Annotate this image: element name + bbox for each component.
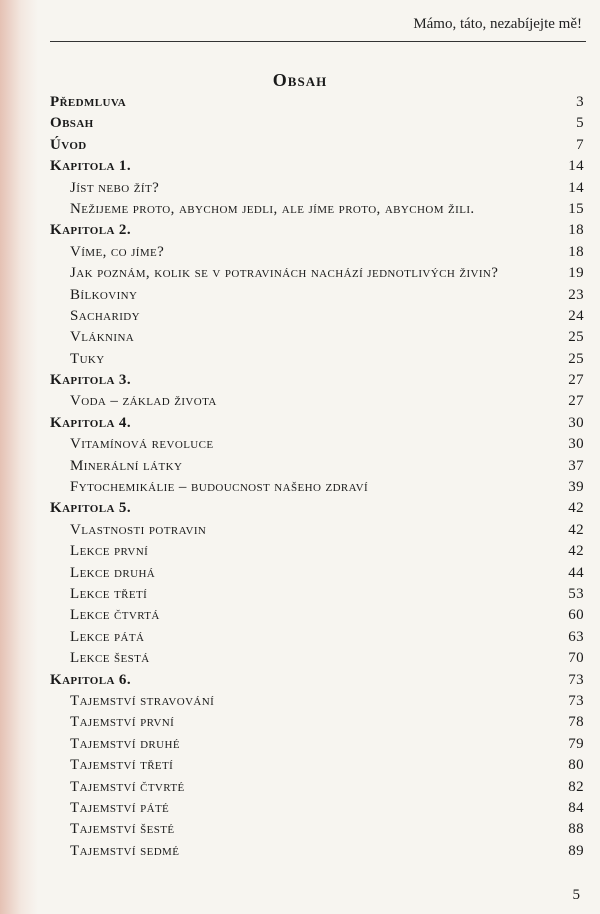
toc-entry-title: Obsah [50, 115, 94, 132]
toc-subentry [50, 798, 584, 819]
toc-chapter-entry [50, 220, 584, 241]
toc-subentry [50, 734, 584, 755]
toc-entry-page: 27 [568, 372, 584, 389]
page-title: Obsah [272, 70, 328, 90]
toc-entry-title: Kapitola 1. [50, 158, 131, 175]
toc-entry-title: Kapitola 6. [50, 671, 131, 688]
toc-entry-title: Jak poznám, kolik se v potravinách nachází jednotlivých živin? [70, 265, 499, 282]
toc-entry-title: Kapitola 4. [50, 414, 131, 431]
toc-entry-page: 18 [568, 222, 584, 239]
toc-chapter-entry [50, 113, 584, 134]
toc-entry-page: 24 [568, 307, 584, 324]
toc-entry-title: Jíst nebo žít? [70, 179, 160, 196]
toc-entry-page: 88 [568, 821, 584, 838]
toc-subentry [50, 199, 584, 220]
toc-entry-page: 5 [576, 115, 584, 132]
toc-subentry [50, 349, 584, 370]
toc-entry-page: 42 [568, 500, 584, 517]
toc-entry-page: 79 [568, 735, 584, 752]
toc-entry-page: 89 [568, 842, 584, 859]
toc-subentry [50, 605, 584, 626]
toc-entry-title: Vlastnosti potravin [70, 521, 207, 538]
toc-subentry [50, 584, 584, 605]
toc-subentry [50, 263, 584, 284]
toc-subentry [50, 541, 584, 562]
toc-subentry [50, 627, 584, 648]
toc-entry-page: 70 [568, 650, 584, 667]
toc-entry-title: Fytochemikálie – budoucnost našeho zdraví [70, 479, 369, 496]
toc-entry-title: Tajemství druhé [70, 735, 180, 752]
toc-entry-title: Lekce šestá [70, 650, 150, 667]
toc-entry-page: 25 [568, 329, 584, 346]
toc-entry-title: Lekce čtvrtá [70, 607, 160, 624]
toc-chapter-entry [50, 156, 584, 177]
toc-entry-title: Víme, co jíme? [70, 243, 165, 260]
toc-chapter-entry [50, 92, 584, 113]
toc-entry-title: Tajemství třetí [70, 757, 174, 774]
toc-entry-title: Voda – základ života [70, 393, 217, 410]
toc-chapter-entry [50, 413, 584, 434]
toc-entry-page: 82 [568, 778, 584, 795]
toc-chapter-entry [50, 498, 584, 519]
toc-entry-title: Lekce třetí [70, 585, 148, 602]
toc-entry-page: 30 [568, 436, 584, 453]
toc-subentry [50, 520, 584, 541]
toc-entry-page: 60 [568, 607, 584, 624]
toc-subentry [50, 563, 584, 584]
toc-entry-title: Tuky [70, 350, 105, 367]
toc-entry-page: 63 [568, 628, 584, 645]
toc-entry-page: 78 [568, 714, 584, 731]
toc-entry-title: Předmluva [50, 94, 127, 110]
toc-subentry [50, 306, 584, 327]
toc-subentry [50, 434, 584, 455]
toc-subentry [50, 777, 584, 798]
toc-chapter-entry [50, 370, 584, 391]
toc-entry-title: Vláknina [70, 329, 135, 346]
toc-entry-page: 14 [568, 179, 584, 196]
toc-entry-page: 3 [576, 94, 584, 110]
toc-entry-title: Sacharidy [70, 307, 140, 324]
header-rule [50, 41, 586, 42]
toc-subentry [50, 285, 584, 306]
page-edge-shadow [0, 0, 38, 914]
toc-subentry [50, 327, 584, 348]
toc-entry-title: Lekce pátá [70, 628, 145, 645]
toc-entry-page: 42 [568, 543, 584, 560]
toc-entry-page: 73 [568, 692, 584, 709]
toc-entry-title: Kapitola 2. [50, 222, 131, 239]
toc-entry-page: 18 [568, 243, 584, 260]
toc-subentry [50, 242, 584, 263]
toc-entry-title: Tajemství sedmé [70, 842, 180, 859]
toc-entry-title: Tajemství první [70, 714, 175, 731]
toc-entry-title: Úvod [50, 136, 87, 153]
toc-entry-title: Tajemství čtvrté [70, 778, 185, 795]
toc-entry-title: Lekce první [70, 543, 149, 560]
toc-entry-page: 15 [568, 200, 584, 217]
toc-entry-page: 25 [568, 350, 584, 367]
toc-subentry [50, 477, 584, 498]
toc-entry-page: 23 [568, 286, 584, 303]
toc-subentry [50, 841, 584, 862]
toc-entry-title: Bílkoviny [70, 286, 138, 303]
toc-entry-title: Vitamínová revoluce [70, 436, 214, 453]
toc-subentry [50, 755, 584, 776]
toc-entry-page: 44 [568, 564, 584, 581]
toc-entry-page: 27 [568, 393, 584, 410]
table-of-contents [50, 92, 584, 862]
toc-chapter-entry [50, 670, 584, 691]
running-header: Mámo, táto, nezabíjejte mě! [413, 16, 582, 32]
toc-entry-page: 73 [568, 671, 584, 688]
page-number: 5 [572, 887, 580, 903]
toc-entry-page: 53 [568, 585, 584, 602]
toc-entry-page: 80 [568, 757, 584, 774]
toc-entry-title: Tajemství stravování [70, 692, 215, 709]
toc-entry-page: 7 [576, 136, 584, 153]
toc-entry-page: 84 [568, 799, 584, 816]
toc-subentry [50, 456, 584, 477]
toc-entry-title: Tajemství páté [70, 799, 170, 816]
toc-subentry [50, 691, 584, 712]
toc-subentry [50, 178, 584, 199]
toc-entry-page: 42 [568, 521, 584, 538]
toc-entry-title: Kapitola 5. [50, 500, 131, 517]
toc-entry-title: Minerální látky [70, 457, 183, 474]
toc-entry-title: Tajemství šesté [70, 821, 175, 838]
toc-entry-page: 14 [568, 158, 584, 175]
toc-subentry [50, 648, 584, 669]
toc-subentry [50, 391, 584, 412]
toc-entry-title: Kapitola 3. [50, 372, 131, 389]
toc-entry-page: 39 [568, 479, 584, 496]
toc-subentry [50, 819, 584, 840]
toc-entry-page: 37 [568, 457, 584, 474]
toc-entry-title: Lekce druhá [70, 564, 156, 581]
toc-entry-title: Nežijeme proto, abychom jedli, ale jíme proto, abychom žili. [70, 200, 475, 217]
toc-chapter-entry [50, 135, 584, 156]
toc-entry-page: 19 [568, 265, 584, 282]
toc-subentry [50, 712, 584, 733]
toc-entry-page: 30 [568, 414, 584, 431]
